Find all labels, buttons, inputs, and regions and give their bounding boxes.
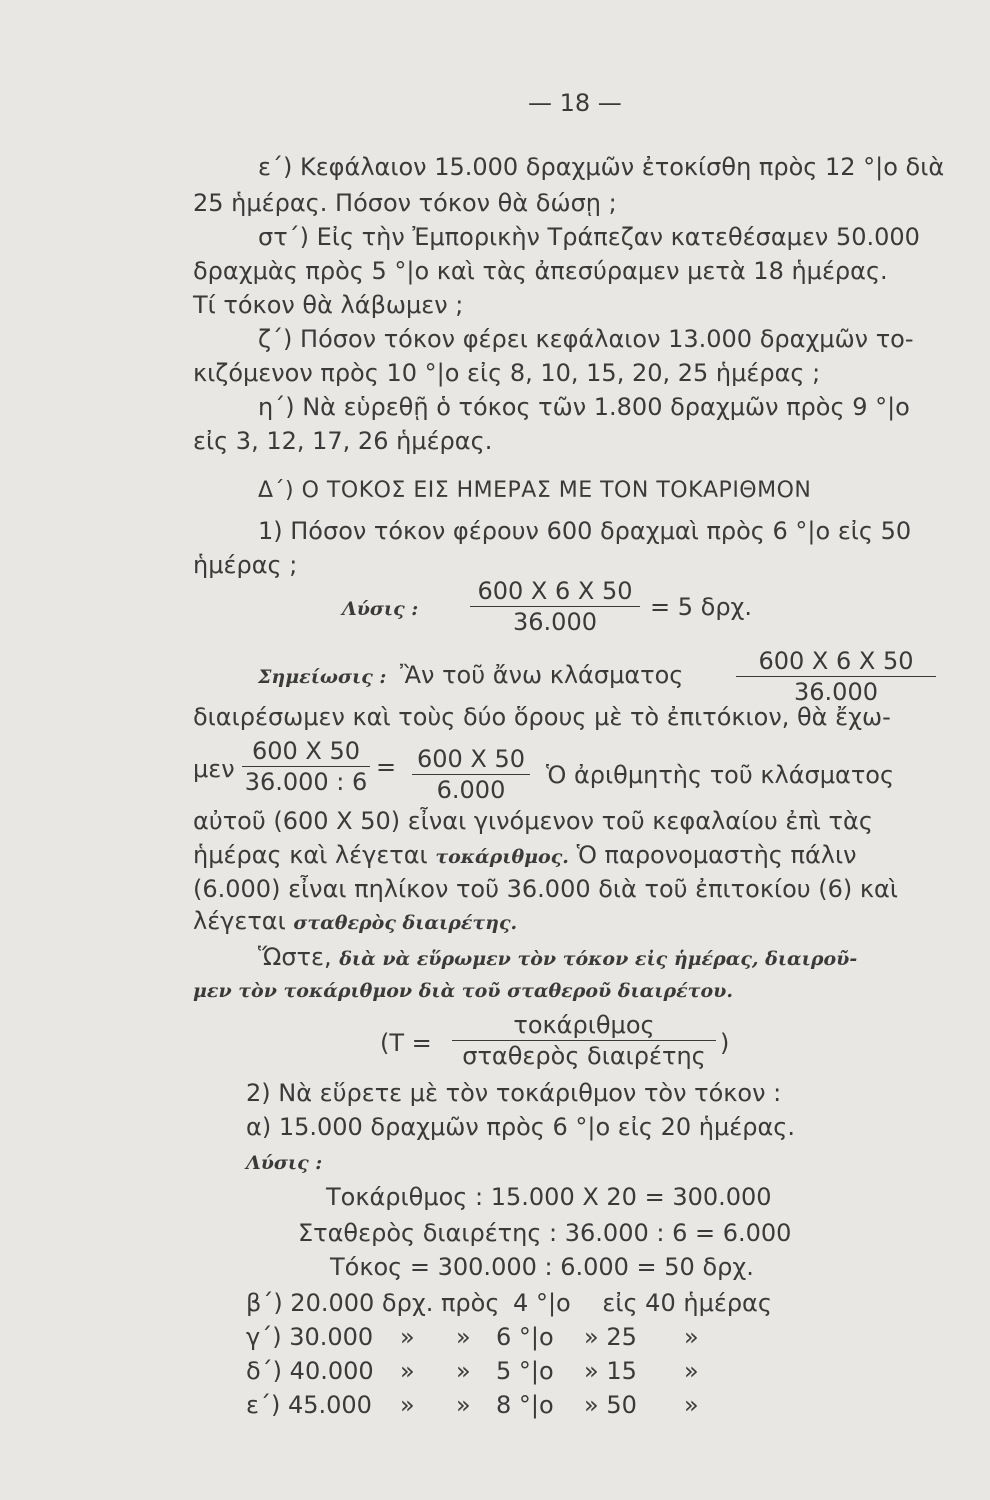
problem-2-label: Λύσις : (246, 1152, 323, 1174)
table-row-g-ditto-3: » (684, 1323, 699, 1351)
rule-line-1 (258, 942, 857, 974)
table-row-d-rate: 5 °|ο (496, 1357, 554, 1385)
table-row-g-ditto-1: » (400, 1323, 415, 1351)
section-heading: Δ΄) Ο ΤΟΚΟΣ ΕΙΣ ΗΜΕΡΑΣ ΜΕ ΤΟΝ ΤΟΚΑΡΙΘΜΟΝ (258, 478, 812, 503)
solution-1-fraction (470, 576, 640, 637)
cell: εἰς 40 (602, 1289, 676, 1317)
remark-line-4: αὐτοῦ (600 X 50) εἶναι γινόμενον τοῦ κεφαλαίου ἐπὶ τὰς (193, 807, 873, 835)
table-row-d-days: » 15 (584, 1357, 637, 1385)
remark-equals: = (376, 753, 397, 781)
remark-term-divisor: σταθερὸς διαιρέτης. (293, 912, 518, 934)
exercise-st-line-1: στ΄) Εἰς τὴν Ἐμπορικὴν Τράπεζαν κατεθέσαμεν 50.000 (258, 223, 920, 251)
table-row-g-rate: 6 °|ο (496, 1323, 554, 1351)
table-row-d-ditto-2: » (456, 1357, 471, 1385)
page-number: — 18 — (528, 89, 622, 117)
problem-1-line-2: ἡμέρας ; (193, 551, 298, 579)
fraction-denominator: 6.000 (436, 776, 506, 804)
fraction-numerator: 600 X 6 X 50 (470, 576, 640, 607)
exercise-e-line-2: 25 ἡμέρας. Πόσον τόκον θὰ δώσῃ ; (193, 189, 617, 217)
cell: δ΄) 40.000 (246, 1357, 374, 1385)
problem-2-title: 2) Νὰ εὕρετε μὲ τὸν τοκάριθμον τὸν τόκον : (246, 1079, 782, 1107)
fraction-numerator: 600 X 6 X 50 (736, 646, 936, 677)
cell: β΄) 20.000 δρχ. πρὸς (246, 1289, 500, 1317)
table-row-g-days: » 25 (584, 1323, 637, 1351)
remark-line-5c: Ὁ παρονομαστὴς πάλιν (576, 841, 857, 869)
formula-left: (Τ = (380, 1029, 432, 1057)
fraction-denominator: 36.000 (794, 678, 878, 706)
remark-fraction-2 (412, 744, 530, 805)
table-row-e-ditto-1: » (400, 1391, 415, 1419)
fraction-denominator: σταθερὸς διαιρέτης (462, 1042, 706, 1070)
table-row-e-ditto-2: » (456, 1391, 471, 1419)
remark-line-5 (193, 840, 857, 872)
cell: ε΄) 45.000 (246, 1391, 372, 1419)
calc-line-2: Σταθερὸς διαιρέτης : 36.000 : 6 = 6.000 (298, 1219, 792, 1247)
formula-right: ) (720, 1029, 730, 1057)
table-row-d-ditto-1: » (400, 1357, 415, 1385)
exercise-st-line-2: δραχμὰς πρὸς 5 °|ο καὶ τὰς ἀπεσύραμεν μετὰ 18 ἡμέρας. (193, 257, 888, 285)
exercise-h-line-1: η΄) Νὰ εὑρεθῇ ὁ τόκος τῶν 1.800 δραχμῶν πρὸς 9 °|ο (258, 393, 910, 421)
rule-line-2: μεν τὸν τοκάριθμον διὰ τοῦ σταθεροῦ διαιρέτου. (193, 980, 733, 1002)
formula-fraction (452, 1010, 716, 1071)
remark-fraction-1 (242, 736, 370, 797)
table-row-e-rate: 8 °|ο (496, 1391, 554, 1419)
problem-2-a: α) 15.000 δραχμῶν πρὸς 6 °|ο εἰς 20 ἡμέρας. (246, 1113, 795, 1141)
remark-line-7 (193, 906, 517, 938)
fraction-numerator: τοκάριθμος (452, 1010, 716, 1041)
calc-line-3: Τόκος = 300.000 : 6.000 = 50 δρχ. (330, 1253, 754, 1281)
rule-line-1b: διὰ νὰ εὕρωμεν τὸν τόκον εἰς ἡμέρας, διαιροῦ- (339, 948, 858, 970)
exercise-st-line-3: Τί τόκον θὰ λάβωμεν ; (193, 291, 464, 319)
table-row-b (246, 1288, 772, 1318)
calc-line-1: Τοκάριθμος : 15.000 X 20 = 300.000 (326, 1183, 772, 1211)
remark-label: Σημείωσις : (258, 666, 387, 688)
remark-fraction (736, 646, 936, 707)
remark-line-2: διαιρέσωμεν καὶ τοὺς δύο ὅρους μὲ τὸ ἐπιτόκιον, θὰ ἔχω- (193, 703, 891, 731)
table-row-g (246, 1322, 373, 1352)
table-row-e-days: » 50 (584, 1391, 637, 1419)
cell: 4 °|ο (513, 1289, 571, 1317)
exercise-e-line-1: ε΄) Κεφάλαιον 15.000 δραχμῶν ἐτοκίσθη πρὸς 12 °|ο διὰ (258, 153, 945, 181)
table-row-d (246, 1356, 374, 1386)
remark-term-tokarithmos: τοκάριθμος. (435, 846, 569, 868)
solution-1-label: Λύσις : (342, 598, 419, 620)
remark-after: Ὁ ἀριθμητὴς τοῦ κλάσματος (546, 761, 895, 789)
exercise-z-line-1: ζ΄) Πόσον τόκον φέρει κεφάλαιον 13.000 δραχμῶν το- (258, 325, 914, 353)
rule-line-1a: Ὥστε, (258, 943, 332, 971)
fraction-numerator: 600 X 50 (412, 744, 530, 775)
fraction-denominator: 36.000 (513, 608, 597, 636)
remark-line-5a: ἡμέρας καὶ λέγεται (193, 841, 428, 869)
table-row-e (246, 1390, 372, 1420)
table-row-g-ditto-2: » (456, 1323, 471, 1351)
remark-text-1: Ἂν τοῦ ἄνω κλάσματος (400, 661, 684, 689)
table-row-d-ditto-3: » (684, 1357, 699, 1385)
table-row-e-ditto-3: » (684, 1391, 699, 1419)
exercise-h-line-2: εἰς 3, 12, 17, 26 ἡμέρας. (193, 427, 493, 455)
fraction-denominator: 36.000 : 6 (244, 768, 368, 796)
exercise-z-line-2: κιζόμενον πρὸς 10 °|ο εἰς 8, 10, 15, 20, 25 ἡμέρας ; (193, 359, 821, 387)
remark-men: μεν (193, 755, 235, 783)
cell: ἡμέρας (683, 1289, 772, 1317)
problem-1-line-1: 1) Πόσον τόκον φέρουν 600 δραχμαὶ πρὸς 6 °|ο εἰς 50 (258, 517, 912, 545)
cell: γ΄) 30.000 (246, 1323, 374, 1351)
fraction-numerator: 600 X 50 (242, 736, 370, 767)
remark-line-7a: λέγεται (193, 907, 286, 935)
solution-1-result: = 5 δρχ. (650, 593, 753, 621)
remark-line-6: (6.000) εἶναι πηλίκον τοῦ 36.000 διὰ τοῦ ἐπιτοκίου (6) καὶ (193, 875, 898, 903)
